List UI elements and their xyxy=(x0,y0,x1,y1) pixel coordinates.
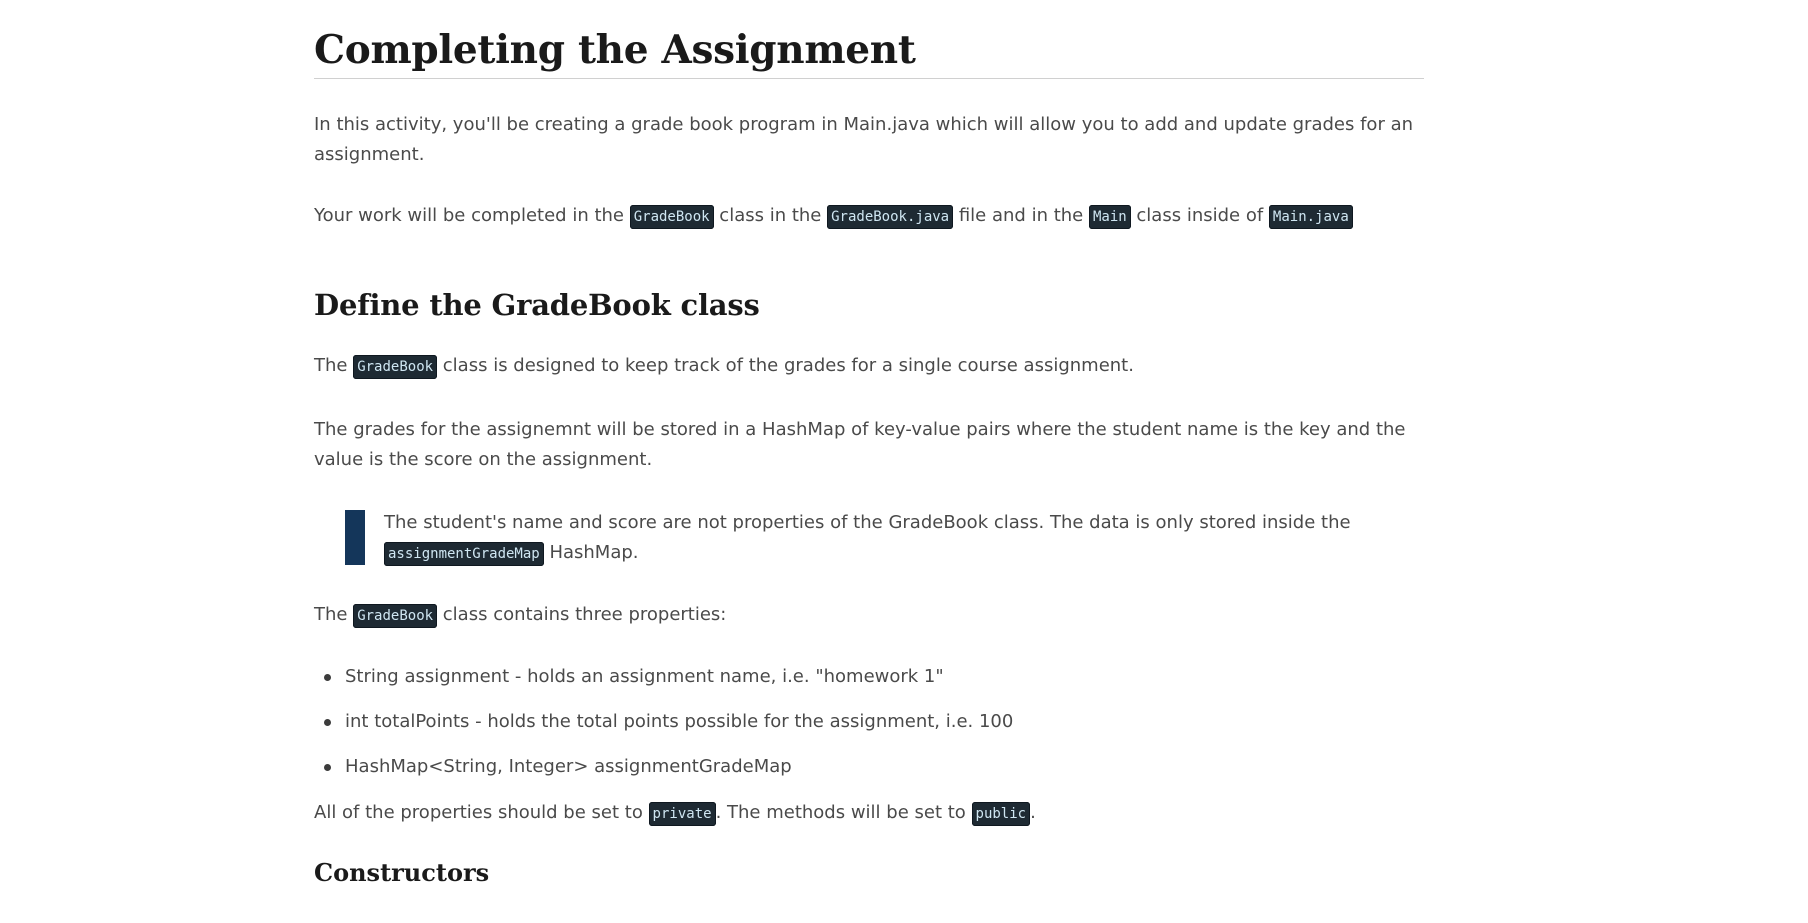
note-blockquote xyxy=(345,508,1424,569)
text-span: class is designed to keep track of the grades for a single course assignment. xyxy=(437,355,1134,376)
intro-paragraph: In this activity, you'll be creating a grade book program in Main.java which will allow you to add and update grades for an assignment. xyxy=(314,114,1414,165)
code-assignment-grade-map: assignmentGradeMap xyxy=(384,542,544,566)
text-span: class in the xyxy=(713,205,828,226)
list-item-text: int totalPoints - holds the total points possible for the assignment, i.e. 100 xyxy=(345,711,1014,732)
text-span: class contains three properties: xyxy=(437,604,727,625)
gradebook-purpose-paragraph xyxy=(314,351,1424,382)
bullet-icon xyxy=(324,719,331,726)
text-span: The xyxy=(314,355,354,376)
hashmap-paragraph: The grades for the assignemnt will be stored in a HashMap of key-value pairs where the student name is the key and the value is the score on the assignment. xyxy=(314,419,1406,470)
text-span: HashMap. xyxy=(543,542,639,563)
text-span: . The methods will be set to xyxy=(715,802,972,823)
section-heading-define-gradebook: Define the GradeBook class xyxy=(314,288,760,322)
code-gradebook: GradeBook xyxy=(630,205,714,229)
text-span: file and in the xyxy=(953,205,1089,226)
code-main-java: Main.java xyxy=(1269,205,1353,229)
note-accent-bar xyxy=(345,510,365,565)
note-text xyxy=(384,508,1424,569)
section-heading-constructors: Constructors xyxy=(314,858,490,887)
list-item-text: HashMap<String, Integer> assignmentGradeMap xyxy=(345,756,792,777)
bullet-icon xyxy=(324,764,331,771)
list-item xyxy=(314,707,1424,737)
list-item xyxy=(314,752,1424,782)
page-title: Completing the Assignment xyxy=(314,28,1424,79)
text-span: All of the properties should be set to xyxy=(314,802,649,823)
code-gradebook: GradeBook xyxy=(353,604,437,628)
properties-list xyxy=(314,662,1424,782)
list-item-text: String assignment - holds an assignment name, i.e. "homework 1" xyxy=(345,666,944,687)
bullet-icon xyxy=(324,674,331,681)
text-span: . xyxy=(1030,802,1036,823)
text-span: The xyxy=(314,604,354,625)
code-public: public xyxy=(972,802,1031,826)
work-location-paragraph xyxy=(314,201,1424,232)
text-span: class inside of xyxy=(1130,205,1269,226)
list-item xyxy=(314,662,1424,692)
access-modifiers-paragraph xyxy=(314,798,1424,829)
code-main: Main xyxy=(1089,205,1131,229)
text-span: The student's name and score are not properties of the GradeBook class. The data is only stored inside the xyxy=(384,512,1351,533)
code-gradebook-java: GradeBook.java xyxy=(827,205,953,229)
code-gradebook: GradeBook xyxy=(353,355,437,379)
text-span: Your work will be completed in the xyxy=(314,205,630,226)
document-content xyxy=(314,0,1424,888)
code-private: private xyxy=(649,802,716,826)
properties-intro-paragraph xyxy=(314,600,1424,631)
